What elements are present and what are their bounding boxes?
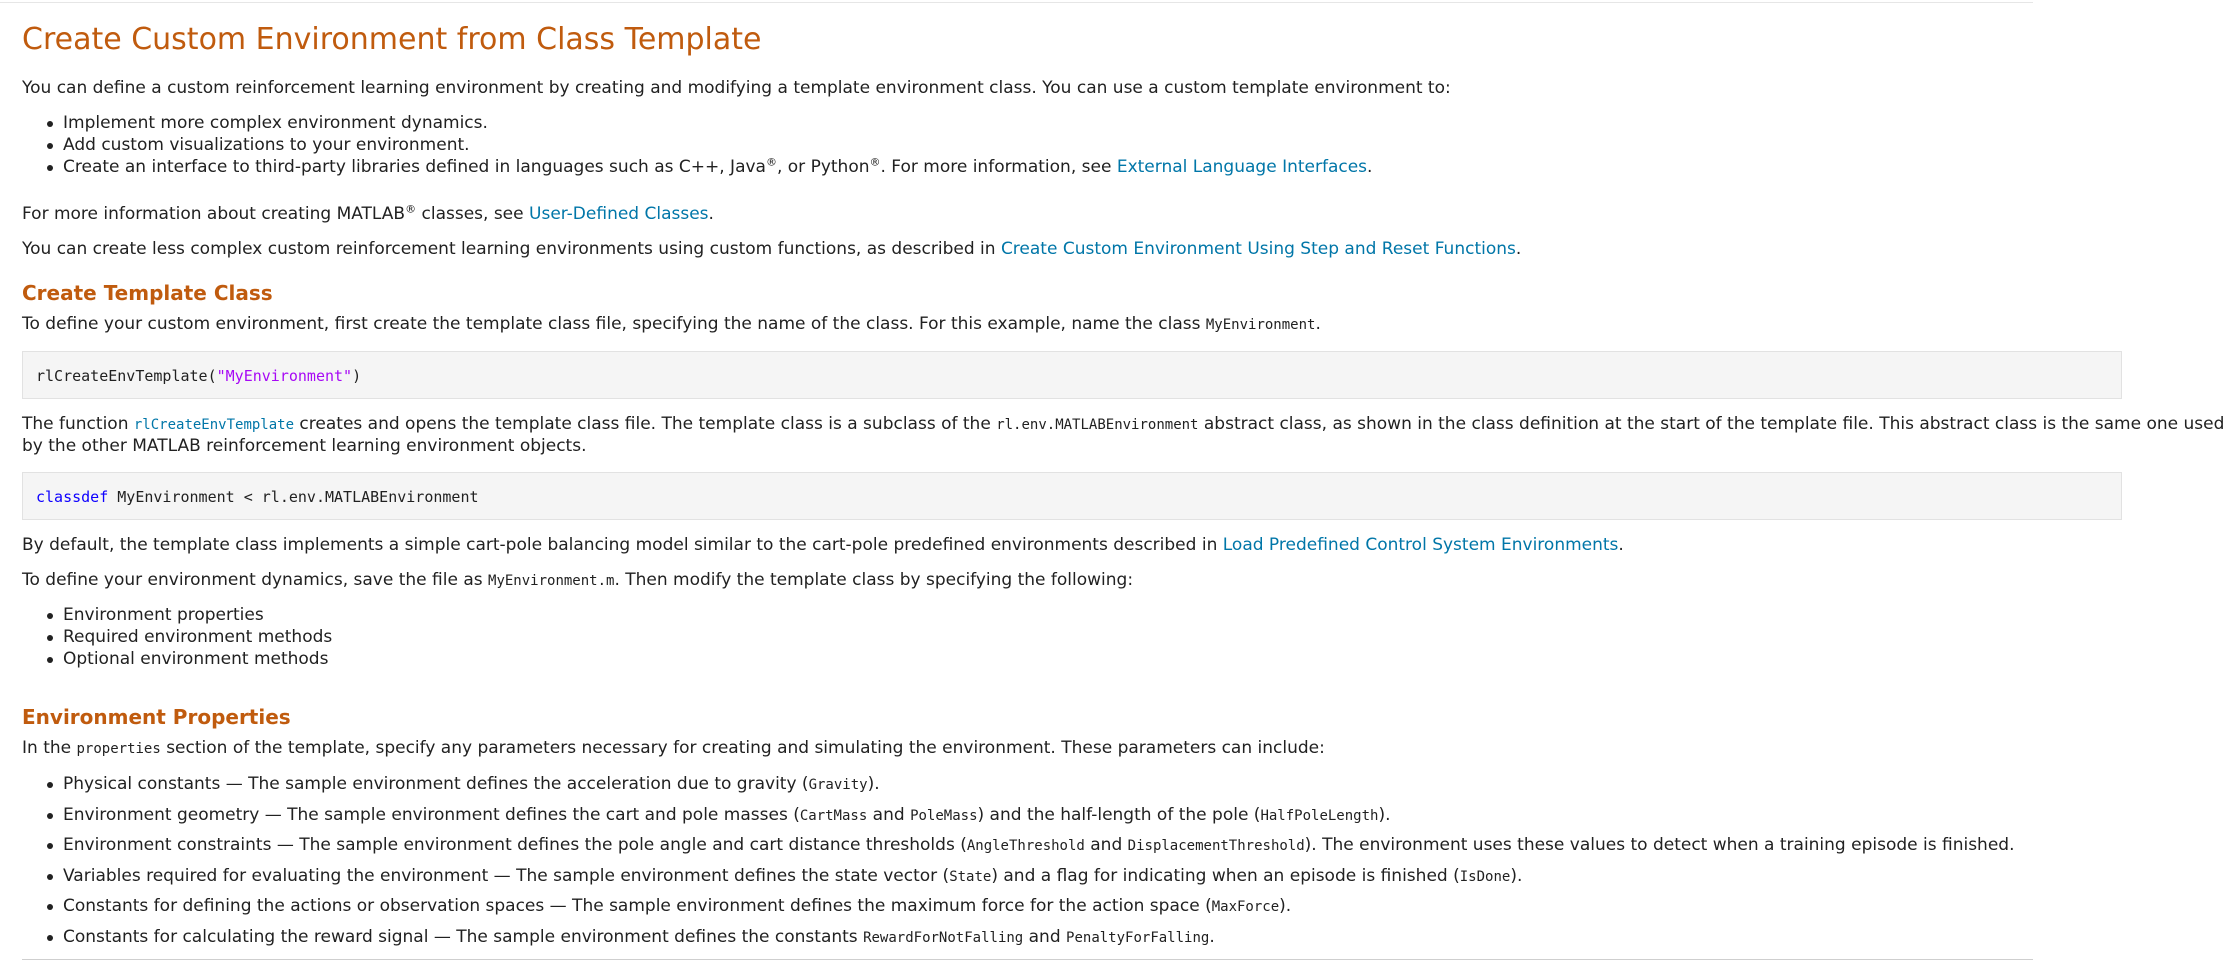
intro-bullets <box>22 112 1372 178</box>
list-item: Constants for defining the actions or observation spaces — The sample environment defines the maximum force for the action space (MaxForce). <box>22 895 2015 918</box>
list-item: Environment constraints — The sample environment defines the pole angle and cart distance thresholds (AngleThreshold and DisplacementThreshold). The environment uses these values to detect when a training episode is finished. <box>22 834 2015 857</box>
list-item: Optional environment methods <box>22 648 332 670</box>
intro-paragraph: You can define a custom reinforcement learning environment by creating and modifying a template environment class. You can use a custom template environment to: <box>22 78 1451 98</box>
step-reset-functions-link[interactable]: Create Custom Environment Using Step and Reset Functions <box>1000 239 1516 259</box>
function-description-paragraph: The function rlCreateEnvTemplate creates and opens the template class file. The template class is a subclass of the rl.env.MATLABEnvironment abstract class, as shown in the class definition at the start of the template file. This abstract class is the same one used <box>22 414 2224 434</box>
list-item: Create an interface to third-party libraries defined in languages such as C++, Java®, or Python®. For more information, see External Language Interfaces. <box>22 156 1372 178</box>
properties-list <box>22 773 2015 949</box>
default-model-paragraph: By default, the template class implements a simple cart-pole balancing model similar to the cart-pole predefined environments described in Load Predefined Control System Environments. <box>22 535 1624 555</box>
create-template-class-heading: Create Template Class <box>22 281 273 305</box>
list-item: Constants for calculating the reward signal — The sample environment defines the constants RewardForNotFalling and PenaltyForFalling. <box>22 926 2015 949</box>
dynamics-paragraph: To define your environment dynamics, save the file as MyEnvironment.m. Then modify the template class by specifying the following: <box>22 570 1134 590</box>
template-items-list <box>22 604 332 670</box>
list-item: Environment geometry — The sample environment defines the cart and pole masses (CartMass and PoleMass) and the half-length of the pole (HalfPoleLength). <box>22 804 2015 827</box>
list-item: Add custom visualizations to your environment. <box>22 134 1372 156</box>
environment-properties-heading: Environment Properties <box>22 705 291 729</box>
code-block-create-template <box>22 351 2122 399</box>
rlcreateenvtemplate-link[interactable]: rlCreateEnvTemplate <box>133 417 295 433</box>
top-divider <box>0 2 2033 3</box>
less-complex-paragraph: You can create less complex custom reinforcement learning environments using custom functions, as described in Create Custom Environment Using Step and Reset Functions. <box>22 239 1522 259</box>
bottom-divider <box>22 959 2033 960</box>
user-defined-classes-link[interactable]: User-Defined Classes <box>529 204 709 224</box>
code-line: rlCreateEnvTemplate("MyEnvironment") <box>36 367 362 385</box>
properties-paragraph: In the properties section of the template, specify any parameters necessary for creating and simulating the environment. These parameters can include: <box>22 738 1325 758</box>
list-item: Variables required for evaluating the environment — The sample environment defines the state vector (State) and a flag for indicating when an episode is finished (IsDone). <box>22 865 2015 888</box>
code-block-classdef <box>22 472 2122 520</box>
list-item: Environment properties <box>22 604 332 626</box>
predefined-environments-link[interactable]: Load Predefined Control System Environments <box>1222 535 1619 555</box>
list-item: Physical constants — The sample environment defines the acceleration due to gravity (Gravity). <box>22 773 2015 796</box>
template-class-paragraph: To define your custom environment, first create the template class file, specifying the name of the class. For this example, name the class MyEnvironment. <box>22 314 1321 334</box>
page-title: Create Custom Environment from Class Template <box>22 22 762 57</box>
code-line: classdef MyEnvironment < rl.env.MATLABEnvironment <box>36 488 479 506</box>
list-item: Implement more complex environment dynamics. <box>22 112 1372 134</box>
function-description-line2: by the other MATLAB reinforcement learning environment objects. <box>22 436 587 456</box>
external-language-interfaces-link[interactable]: External Language Interfaces <box>1116 157 1368 177</box>
matlab-classes-paragraph: For more information about creating MATLAB® classes, see User-Defined Classes. <box>22 202 714 224</box>
list-item: Required environment methods <box>22 626 332 648</box>
